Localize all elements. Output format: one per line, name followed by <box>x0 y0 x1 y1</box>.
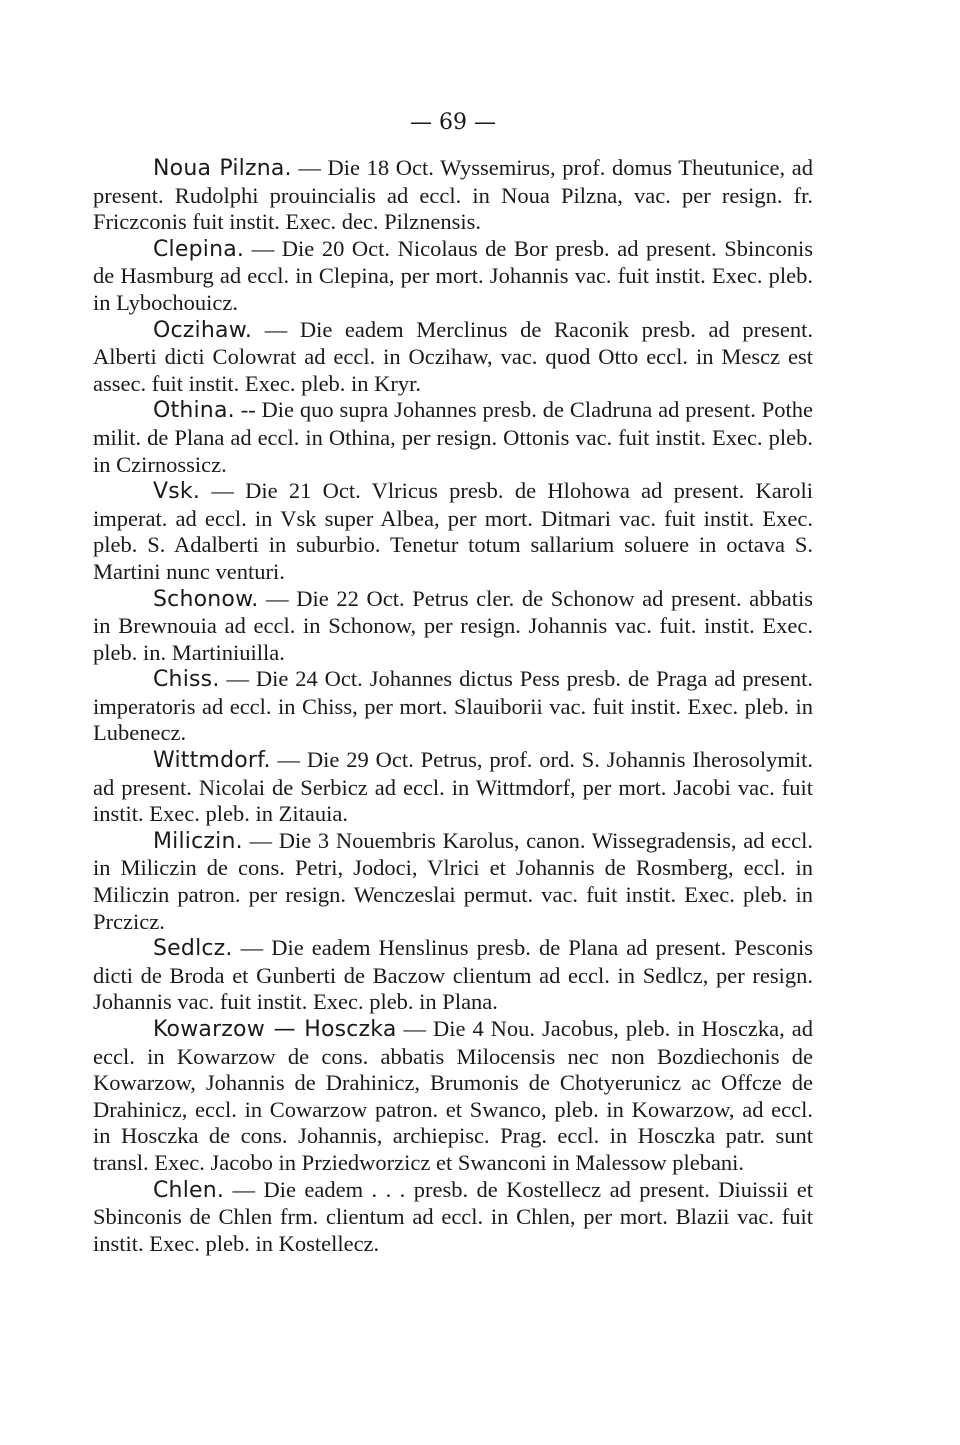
place-name: Chlen. <box>153 1177 225 1203</box>
entry-othina <box>93 397 813 478</box>
entry-text: — Die eadem . . . presb. de Kostellecz ad present. Diuissii et Sbinconis de Chlen frm. clientum ad eccl. in Chlen, per mort. Blazii vac. fuit instit. Exec. pleb. in Kostellecz. <box>93 1176 813 1256</box>
place-name: Clepina. <box>153 236 245 262</box>
place-name: Oczihaw. <box>153 317 253 343</box>
place-name: Kowarzow — Hosczka <box>153 1017 397 1042</box>
entry-text: — Die 29 Oct. Petrus, prof. ord. S. Johannis Iherosolymit. ad present. Nicolai de Serbicz ad eccl. in Wittmdorf, per mort. Jacobi vac. fuit instit. Exec. pleb. in Zitauia. <box>93 747 813 827</box>
entry-chiss <box>93 666 813 747</box>
entry-text: — Die 3 Nouembris Karolus, canon. Wissegradensis, ad eccl. in Miliczin de cons. Petri, Jodoci, Vlrici et Johannis de Rosmberg, eccl. in Miliczin patron. per resign. Wenczeslai permut. vac. fuit instit. Exec. pleb. in Prczicz. <box>93 827 813 934</box>
place-name: Chiss. <box>153 667 220 693</box>
entry-text: — Die eadem Merclinus de Raconik presb. ad present. Alberti dicti Colowrat ad eccl. in Oczihaw, vac. quod Otto eccl. in Mescz est assec. fuit instit. Exec. pleb. in Kryr. <box>93 316 813 396</box>
entry-text: — Die 18 Oct. Wyssemirus, prof. domus Theutunice, ad present. Rudolphi prouincialis ad eccl. in Noua Pilzna, vac. per resign. fr. Friczconis fuit instit. Exec. dec. Pilznensis. <box>93 155 813 235</box>
entry-sedlcz <box>93 935 813 1016</box>
entry-text: — Die 20 Oct. Nicolaus de Bor presb. ad present. Sbinconis de Hasmburg ad eccl. in Clepina, per mort. Johannis vac. fuit instit. Exec. pleb. in Lybochouicz. <box>93 235 813 315</box>
entry-oczihaw <box>93 317 813 398</box>
entry-text: — Die 21 Oct. Vlricus presb. de Hlohowa ad present. Karoli imperat. ad eccl. in Vsk super Albea, per mort. Ditmari vac. fuit instit. Exec. pleb. S. Adalberti in suburbio. Tenetur totum sallarium soluere in octava S. Martini nunc venturi. <box>93 478 813 584</box>
entry-wittmdorf <box>93 747 813 828</box>
entry-clepina <box>93 236 813 317</box>
entry-text: — Die 24 Oct. Johannes dictus Pess presb. de Praga ad present. imperatoris ad eccl. in Chiss, per mort. Slauiborii vac. fuit instit. Exec. pleb. in Lubenecz. <box>93 666 813 746</box>
entries-list <box>93 155 813 1257</box>
entry-text: — Die 22 Oct. Petrus cler. de Schonow ad present. abbatis in Brewnouia ad eccl. in Schonow, per resign. Johannis vac. fuit. instit. Exec. pleb. in. Martiniuilla. <box>93 585 813 665</box>
entry-chlen <box>93 1177 813 1258</box>
page-number: — 69 — <box>410 110 496 135</box>
entry-noua-pilzna <box>93 155 813 236</box>
place-name: Othina. <box>153 398 235 424</box>
place-name: Wittmdorf. <box>153 748 271 774</box>
entry-vsk <box>93 478 813 585</box>
entry-miliczin <box>93 828 813 935</box>
place-name: Vsk. <box>153 479 201 505</box>
entry-kowarzow-hosczka <box>93 1016 813 1177</box>
entry-text: — Die 4 Nou. Jacobus, pleb. in Hosczka, ad eccl. in Kowarzow de cons. abbatis Milocensis nec non Bozdiechonis de Kowarzow, Johannis de Drahinicz, Brumonis de Chotyerunicz ac Offcze de Drahinicz, eccl. in Cowarzow patron. et Swanco, pleb. in Kowarzow, ad eccl. in Hosczka de cons. Johannis, archiepisc. Prag. eccl. in Hosczka patr. sunt transl. Exec. Jacobo in Prziedworzicz et Swanconi in Malessow plebani. <box>93 1016 813 1175</box>
entry-text: — Die eadem Henslinus presb. de Plana ad present. Pesconis dicti de Broda et Gunberti de Baczow clientum ad eccl. in Sedlcz, per resign. Johannis vac. fuit instit. Exec. pleb. in Plana. <box>93 935 813 1015</box>
place-name: Miliczin. <box>153 828 243 854</box>
entry-text: -- Die quo supra Johannes presb. de Cladruna ad present. Pothe milit. de Plana ad eccl. in Othina, per resign. Ottonis vac. fuit instit. Exec. pleb. in Czirnossicz. <box>93 397 813 477</box>
place-name: Sedlcz. <box>153 936 233 962</box>
place-name: Noua Pilzna. <box>153 156 292 181</box>
place-name: Schonow. <box>153 586 259 612</box>
entry-schonow <box>93 586 813 667</box>
